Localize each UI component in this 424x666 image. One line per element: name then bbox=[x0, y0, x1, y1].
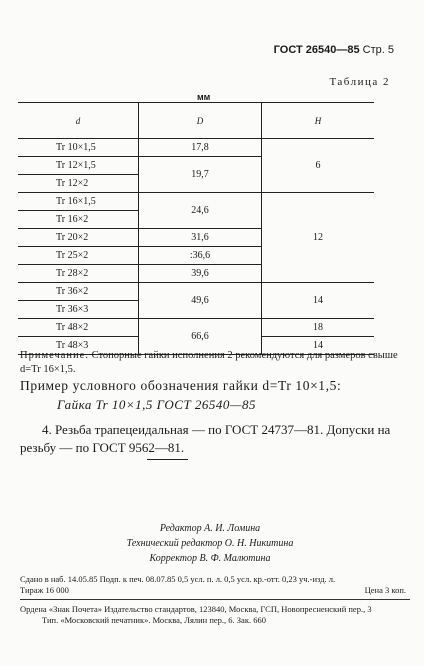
designation-example-heading: Пример условного обозначения гайки d=Tr 10×1,5: bbox=[20, 378, 342, 393]
cell-d: Tr 20×2 bbox=[18, 229, 139, 247]
editor: Редактор А. И. Ломина bbox=[159, 523, 261, 534]
cell-H: 14 bbox=[262, 283, 375, 319]
cell-d: Tr 16×1,5 bbox=[18, 193, 139, 211]
cell-d: Tr 48×3 bbox=[18, 337, 139, 355]
standard-number: ГОСТ 26540—85 bbox=[273, 44, 360, 56]
table-header-row bbox=[18, 103, 374, 139]
editors-block bbox=[60, 521, 360, 566]
table-row bbox=[18, 139, 374, 157]
cell-D: 19,7 bbox=[139, 157, 262, 193]
cell-H: 14 bbox=[262, 337, 375, 355]
price: Цена 3 коп. bbox=[364, 585, 406, 595]
cell-d: Tr 10×1,5 bbox=[18, 139, 139, 157]
column-header-D: D bbox=[139, 103, 262, 139]
spec-table bbox=[18, 102, 374, 355]
note-label: Примечание. bbox=[20, 350, 89, 361]
technical-editor: Технический редактор О. Н. Никитина bbox=[126, 538, 294, 549]
clause-4: 4. Резьба трапецеидальная — по ГОСТ 24737—81. Допуски на резьбу — по ГОСТ 9562—81. bbox=[20, 422, 391, 455]
table-row bbox=[18, 283, 374, 301]
publisher-line: Ордена «Знак Почета» Издательство стандартов, 123840, Москва, ГСП, Новопресненский пер., 3 bbox=[20, 604, 372, 614]
cell-d: Tr 12×1,5 bbox=[18, 157, 139, 175]
cell-d: Tr 25×2 bbox=[18, 247, 139, 265]
page-header bbox=[274, 44, 394, 56]
cell-d: Tr 48×2 bbox=[18, 319, 139, 337]
page-number: Стр. 5 bbox=[362, 44, 394, 56]
imprint-line-2 bbox=[20, 585, 406, 596]
table-note bbox=[20, 349, 400, 377]
cell-d: Tr 28×2 bbox=[18, 265, 139, 283]
cell-H: 12 bbox=[262, 193, 375, 283]
cell-d: Tr 16×2 bbox=[18, 211, 139, 229]
cell-d: Tr 36×2 bbox=[18, 283, 139, 301]
note-text: Стопорные гайки исполнения 2 рекомендуются для размеров свыше d=Tr 16×1,5. bbox=[20, 350, 398, 375]
imprint-block bbox=[20, 574, 406, 596]
cell-D: 17,8 bbox=[139, 139, 262, 157]
table-unit: мм bbox=[197, 92, 211, 102]
cell-D: 24,6 bbox=[139, 193, 262, 229]
cell-H: 6 bbox=[262, 139, 375, 193]
cell-d: Tr 12×2 bbox=[18, 175, 139, 193]
column-header-H: H bbox=[262, 103, 375, 139]
table-caption: Таблица 2 bbox=[329, 76, 390, 88]
cell-D: 66,6 bbox=[139, 319, 262, 355]
section-divider bbox=[147, 459, 188, 460]
designation-example: Гайка Tr 10×1,5 ГОСТ 26540—85 bbox=[57, 397, 256, 412]
print-run: Тираж 16 000 bbox=[20, 585, 69, 595]
publisher-block bbox=[20, 604, 410, 626]
cell-D: :36,6 bbox=[139, 247, 262, 265]
cell-D: 39,6 bbox=[139, 265, 262, 283]
cell-d: Tr 36×3 bbox=[18, 301, 139, 319]
cell-D: 49,6 bbox=[139, 283, 262, 319]
column-header-d: d bbox=[18, 103, 139, 139]
printer-line: Тип. «Московский печатник». Москва, Лялин пер., 6. Зак. 660 bbox=[42, 615, 266, 625]
imprint-divider bbox=[20, 599, 410, 600]
cell-H: 18 bbox=[262, 319, 375, 337]
imprint-line-1: Сдано в наб. 14.05.85 Подп. к печ. 08.07.85 0,5 усл. п. л. 0,5 усл. кр.-отт. 0,23 уч.-изд. л. bbox=[20, 574, 336, 584]
proofreader: Корректор В. Ф. Малютина bbox=[149, 553, 271, 564]
table-row bbox=[18, 193, 374, 211]
cell-D: 31,6 bbox=[139, 229, 262, 247]
table-row bbox=[18, 319, 374, 337]
